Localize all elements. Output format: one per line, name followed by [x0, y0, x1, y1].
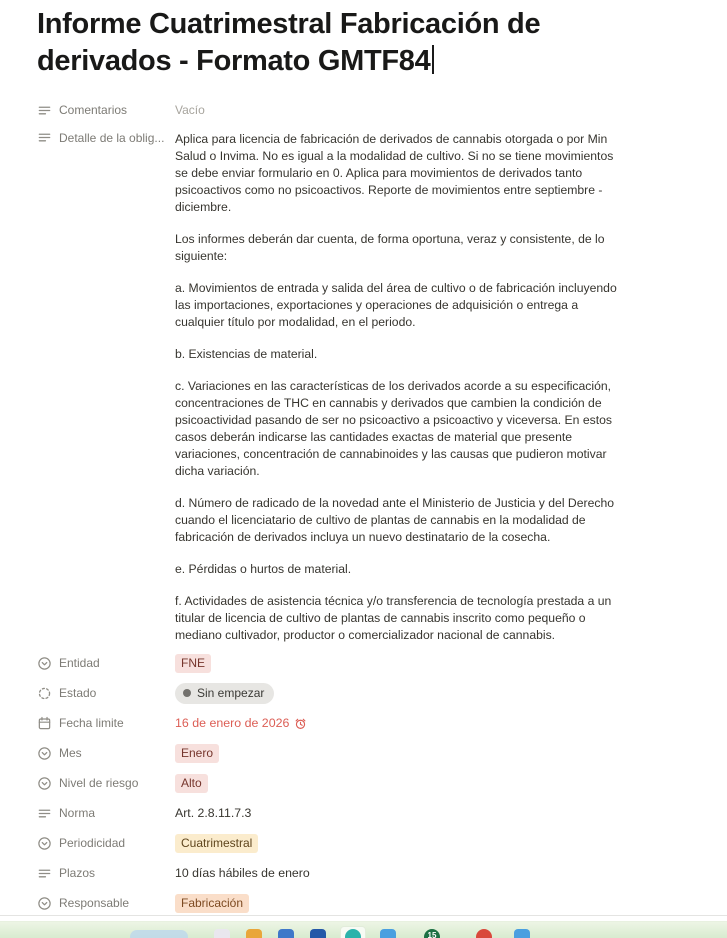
property-value-fecha-limite[interactable]: [175, 715, 307, 732]
text-icon: [37, 103, 52, 118]
property-label: Estado: [59, 686, 97, 700]
taskbar-badge-icon[interactable]: 15: [424, 929, 440, 938]
property-norma[interactable]: [37, 806, 175, 821]
property-value-comentarios[interactable]: [175, 102, 205, 119]
property-nivel-riesgo[interactable]: [37, 776, 175, 791]
due-date: [175, 715, 307, 732]
reminder-alarm-icon: [294, 717, 307, 730]
property-label: Norma: [59, 806, 96, 820]
property-detalle[interactable]: [37, 130, 175, 145]
property-value-responsable[interactable]: [175, 894, 249, 913]
property-row-fecha-limite: [37, 708, 699, 738]
tag-alto: Alto: [175, 774, 208, 793]
norma-text: Art. 2.8.11.7.3: [175, 805, 252, 820]
property-label: Mes: [59, 746, 82, 760]
taskbar-app-icon[interactable]: [514, 929, 530, 938]
property-label: Comentarios: [59, 103, 128, 117]
taskbar-app-icon[interactable]: [310, 929, 326, 938]
property-row-mes: [37, 738, 699, 768]
taskbar-app-icon[interactable]: [214, 929, 230, 938]
detalle-paragraph: a. Movimientos de entrada y salida del área de cultivo o de fabricación incluyendo las importaciones, exportaciones y operaciones de adquisición o entrega a cualquier título por modalidad, en el periodo.: [175, 281, 617, 329]
property-value-periodicidad[interactable]: [175, 834, 258, 853]
detalle-paragraph: c. Variaciones en las características de los derivados acorde a su especificación, concentraciones de THC en cannabis y derivados que cambien la condición de psicoactividad pasando de ser no psicoactivo a psicoactivo y viceversa. En estos casos deberán indicarse las cantidades exactas de material que presente variaciones, concentración de cannabinoides y las causas que pudieron motivar dicha variación.: [175, 379, 612, 478]
due-date-text: 16 de enero de 2026: [175, 715, 290, 730]
status-badge: [175, 683, 274, 704]
property-estado[interactable]: [37, 686, 175, 701]
property-row-responsable: [37, 888, 699, 918]
tag-enero: Enero: [175, 744, 219, 763]
taskbar-app-icon[interactable]: [380, 929, 396, 938]
detalle-paragraph: e. Pérdidas o hurtos de material.: [175, 562, 352, 576]
calendar-icon: [37, 716, 52, 731]
property-row-entidad: [37, 648, 699, 678]
property-row-periodicidad: [37, 828, 699, 858]
property-value-nivel-riesgo[interactable]: [175, 774, 208, 793]
status-dot: [183, 689, 191, 697]
property-row-detalle: [37, 125, 699, 648]
windows-taskbar: [0, 921, 727, 938]
property-row-comentarios: [37, 95, 699, 125]
property-row-estado: [37, 678, 699, 708]
property-row-norma: [37, 798, 699, 828]
property-label: Periodicidad: [59, 836, 126, 850]
status-spinner-icon: [37, 686, 52, 701]
page-title[interactable]: [37, 6, 567, 80]
text-icon: [37, 866, 52, 881]
property-plazos[interactable]: [37, 866, 175, 881]
select-icon: [37, 836, 52, 851]
status-label: Sin empezar: [197, 685, 265, 700]
property-comentarios[interactable]: [37, 103, 175, 118]
property-row-nivel-riesgo: [37, 768, 699, 798]
select-icon: [37, 656, 52, 671]
weather-widget-icon[interactable]: [130, 930, 188, 938]
tag-fabricacion-responsable: Fabricación: [175, 894, 249, 913]
property-label: Detalle de la oblig...: [59, 130, 165, 145]
property-label: Entidad: [59, 656, 100, 670]
select-icon: [37, 746, 52, 761]
detalle-paragraph: f. Actividades de asistencia técnica y/o transferencia de tecnología prestada a un titular de licencia de cultivo de plantas de cannabis inscrito como pequeño o mediano cultivador, productor o comercializador nacional de cannabis.: [175, 594, 612, 642]
property-label: Nivel de riesgo: [59, 776, 139, 790]
property-row-plazos: [37, 858, 699, 888]
property-value-estado[interactable]: [175, 683, 274, 704]
detalle-paragraph: Aplica para licencia de fabricación de derivados de cannabis otorgada o por Min Salud o Invima. No es igual a la modalidad de cultivo. Si no se tiene movimientos se debe enviar formulario en 0. Aplica para movimientos de derivados tanto psicoactivos como no psicoactivos. Reporte de movimientos entre septiembre - diciembre.: [175, 132, 614, 214]
property-value-plazos[interactable]: [175, 865, 310, 882]
page-title-text: Informe Cuatrimestral Fabricación de derivados - Formato GMTF84: [37, 8, 541, 77]
detalle-paragraph: b. Existencias de material.: [175, 347, 318, 361]
plazos-text: 10 días hábiles de enero: [175, 865, 310, 880]
tag-fne: FNE: [175, 654, 211, 673]
empty-placeholder: Vacío: [175, 102, 205, 117]
taskbar-app-icon[interactable]: [278, 929, 294, 938]
property-fecha-limite[interactable]: [37, 716, 175, 731]
property-periodicidad[interactable]: [37, 836, 175, 851]
select-icon: [37, 776, 52, 791]
taskbar-active-app-icon[interactable]: [345, 929, 361, 938]
text-icon: [37, 130, 52, 145]
detalle-paragraph: Los informes deberán dar cuenta, de forma oportuna, veraz y consistente, de lo siguiente:: [175, 232, 605, 263]
property-value-entidad[interactable]: [175, 654, 211, 673]
property-mes[interactable]: [37, 746, 175, 761]
property-label: Plazos: [59, 866, 96, 880]
detalle-paragraph: d. Número de radicado de la novedad ante el Ministerio de Justicia y del Derecho cuando el licenciatario de cultivo de plantas de cannabis en la modalidad de fabricación de derivados incluya un nuevo destinatario de la cosecha.: [175, 496, 614, 544]
taskbar-notification-icon[interactable]: [476, 929, 492, 938]
select-icon: [37, 896, 52, 911]
property-value-norma[interactable]: [175, 805, 251, 822]
text-cursor: [432, 45, 434, 74]
property-responsable[interactable]: [37, 896, 175, 911]
property-entidad[interactable]: [37, 656, 175, 671]
property-label: Fecha limite: [59, 716, 124, 730]
property-value-detalle[interactable]: [175, 130, 627, 648]
tag-cuatrimestral: Cuatrimestral: [175, 834, 258, 853]
text-icon: [37, 806, 52, 821]
taskbar-app-icon[interactable]: [246, 929, 262, 938]
property-value-mes[interactable]: [175, 744, 219, 763]
property-label: Responsable: [59, 896, 130, 910]
